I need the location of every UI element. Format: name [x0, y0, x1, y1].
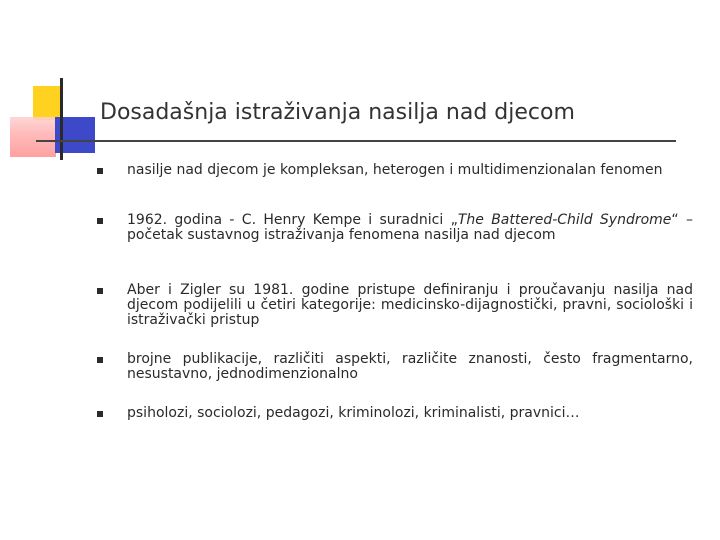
title-divider-line [36, 140, 676, 142]
bullet-square-icon [97, 411, 103, 417]
decorative-vertical-line [60, 78, 63, 160]
bullet-text-part: 1962. godina - C. Henry Kempe i suradnici „ [127, 212, 458, 228]
bullet-square-icon [97, 168, 103, 174]
bullet-text: psiholozi, sociolozi, pedagozi, kriminolozi, kriminalisti, pravnici… [127, 405, 580, 421]
bullet-square-icon [97, 218, 103, 224]
bullet-text: nasilje nad djecom je kompleksan, heterogen i multidimenzionalan fenomen [127, 162, 663, 178]
bullet-text: Aber i Zigler su 1981. godine pristupe definiranju i proučavanju nasilja nad djecom podijelili u četiri kategorije: medicinsko-dijagnostički, pravni, sociološki i istraživački pristup [127, 282, 693, 328]
book-title: The Battered-Child Syndrome [457, 212, 672, 228]
decorative-yellow-square [33, 86, 63, 120]
bullet-item [97, 283, 693, 328]
bullet-item [97, 163, 693, 178]
bullet-square-icon [97, 288, 103, 294]
bullet-item [97, 406, 693, 421]
bullet-text-part: “ – početak sustavnog istraživanja fenomena nasilja nad djecom [127, 212, 694, 243]
bullet-item [97, 352, 693, 382]
decorative-red-square [10, 117, 56, 157]
bullet-square-icon [97, 357, 103, 363]
bullet-text [127, 213, 693, 243]
bullet-item [97, 213, 693, 243]
slide-title: Dosadašnja istraživanja nasilja nad djecom [100, 100, 575, 125]
bullet-text: brojne publikacije, različiti aspekti, različite znanosti, često fragmentarno, nesustavno, jednodimenzionalno [127, 351, 693, 382]
